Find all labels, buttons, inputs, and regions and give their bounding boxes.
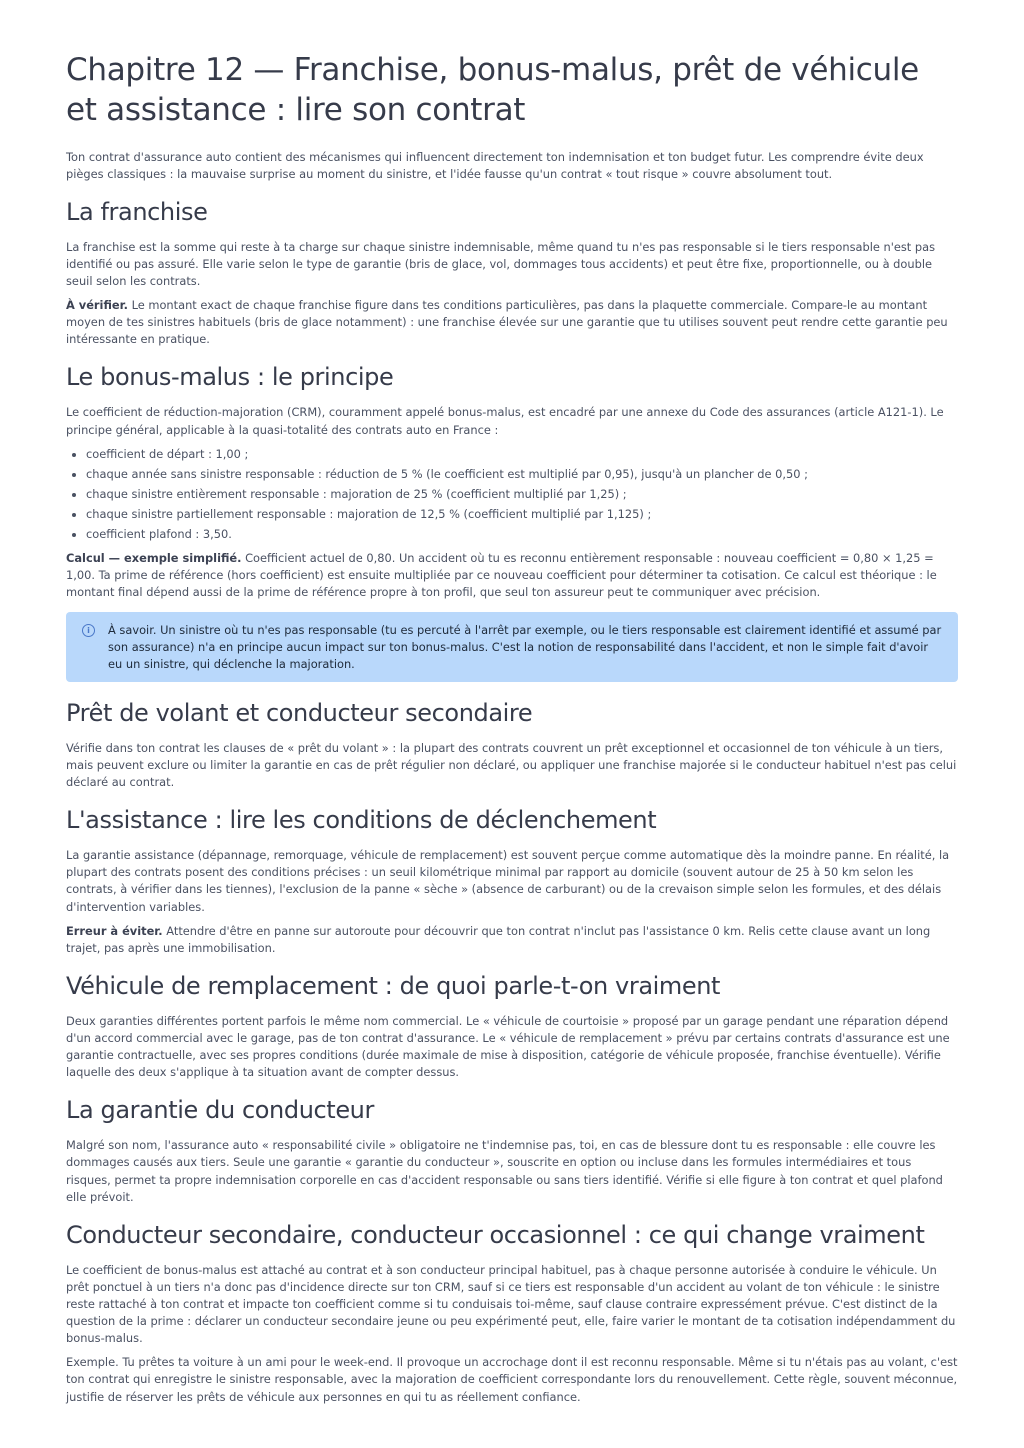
section-heading-assistance: L'assistance : lire les conditions de déclenchement xyxy=(66,806,657,835)
franchise-paragraph: La franchise est la somme qui reste à ta charge sur chaque sinistre indemnisable, même quand tu n'es pas responsable si le tiers responsable n'est pas identifié ou pas assuré. Elle varie selon le type de garantie (bris de glace, vol, dommages tous accidents) et peut être fixe, proportionnelle, ou à double seuil selon les contrats. xyxy=(66,239,936,289)
page-title: Chapitre 12 — Franchise, bonus-malus, prêt de véhicule et assistance : lire son contrat xyxy=(66,52,919,129)
list-item: • chaque année sans sinistre responsable : réduction de 5 % (le coefficient est multiplié par 0,95), jusqu'à un plancher de 0,50 ; xyxy=(86,466,958,483)
info-icon: i xyxy=(82,624,95,637)
section-heading-bonus-malus: Le bonus-malus : le principe xyxy=(66,363,394,392)
intro-paragraph: Ton contrat d'assurance auto contient des mécanismes qui influencent directement ton indemnisation et ton budget futur. Les comprendre évite deux pièges classiques : la mauvaise surprise au moment du sinistre, et l'idée fausse qu'un contrat « tout risque » couvre absolument tout. xyxy=(66,149,924,181)
calc-example xyxy=(66,550,958,601)
section-heading-franchise: La franchise xyxy=(66,197,208,226)
franchise-note xyxy=(66,297,958,348)
bonus-paragraph: Le coefficient de réduction-majoration (CRM), couramment appelé bonus-malus, est encadré par une annexe du Code des assurances (article A121-1). Le principe général, applicable à la quasi-totalité des contrats auto en France : xyxy=(66,405,944,437)
calc-text: Coefficient actuel de 0,80. Un accident où tu es reconnu entièrement responsable : nouveau coefficient = 0,80 × 1,25 = 1,00. Ta prime de référence (hors coefficient) est ensuite multipliée par ce nouveau coefficient pour déterminer ta cotisation. Ce calcul est théorique : le montant final dépend aussi de la prime de référence propre à ton profil, que seul ton assureur peut te communiquer avec précision. xyxy=(66,551,937,600)
list-item: • coefficient de départ : 1,00 ; xyxy=(86,446,958,463)
secondaire-paragraph: Le coefficient de bonus-malus est attaché au contrat et à son conducteur principal habituel, pas à chaque personne autorisée à conduire le véhicule. Un prêt ponctuel à un tiers n'a donc pas d'incidence directe sur ton CRM, sauf si ce tiers est responsable d'un accident au volant de ton véhicule : le sinistre reste rattaché à ton contrat et impacte ton coefficient comme si tu conduisais toi-même, sauf clause contraire expressément prévue. C'est distinct de la question de la prime : déclarer un conducteur secondaire jeune ou peu expérimenté peut, elle, faire varier le montant de ta cotisation indépendamment du bonus-malus. xyxy=(66,1262,956,1346)
list-item: • chaque sinistre partiellement responsable : majoration de 12,5 % (coefficient multiplié par 1,125) ; xyxy=(86,506,958,523)
bonus-rules-list xyxy=(66,446,958,544)
secondaire-example: Exemple. Tu prêtes ta voiture à un ami pour le week-end. Il provoque un accrochage dont il est reconnu responsable. Même si tu n'étais pas au volant, c'est ton contrat qui enregistre le sinistre responsable, avec la majoration de coefficient correspondante lors du renouvellement. Cette règle, souvent méconnue, justifie de réserver les prêts de véhicule aux personnes en qui tu as réellement confiance. xyxy=(66,1355,958,1404)
list-item: • chaque sinistre entièrement responsable : majoration de 25 % (coefficient multiplié par 1,25) ; xyxy=(86,486,958,503)
pret-paragraph: Vérifie dans ton contrat les clauses de « prêt du volant » : la plupart des contrats couvrent un prêt exceptionnel et occasionnel de ton véhicule à un tiers, mais peuvent exclure ou limiter la garantie en cas de prêt régulier non déclaré, ou appliquer une franchise majorée si le conducteur habituel n'est pas celui déclaré au contrat. xyxy=(66,740,957,790)
calc-label: Calcul — exemple simplifié. xyxy=(66,551,242,566)
section-heading-garantie: La garantie du conducteur xyxy=(66,1096,374,1125)
list-item: • coefficient plafond : 3,50. xyxy=(86,526,958,543)
note-text: Le montant exact de chaque franchise figure dans tes conditions particulières, pas dans la plaquette commerciale. Compare-le au montant moyen de tes sinistres habituels (bris de glace notamment) : une franchise élevée sur une garantie que tu utilises souvent peut rendre cette garantie peu intéressante en pratique. xyxy=(66,298,948,347)
note-text: Attendre d'être en panne sur autoroute pour découvrir que ton contrat n'inclut pas l'assistance 0 km. Relis cette clause avant un long trajet, pas après une immobilisation. xyxy=(66,923,931,955)
remplacement-paragraph: Deux garanties différentes portent parfois le même nom commercial. Le « véhicule de courtoisie » proposé par un garage pendant une réparation dépend d'un accord commercial avec le garage, pas de ton contrat d'assurance. Le « véhicule de remplacement » prévu par certains contrats d'assurance est une garantie contractuelle, avec ses propres conditions (durée maximale de mise à disposition, catégorie de véhicule proposée, franchise éventuelle). Vérifie laquelle des deux s'applique à ta situation avant de compter dessus. xyxy=(66,1013,950,1080)
section-heading-remplacement: Véhicule de remplacement : de quoi parle-t-on vraiment xyxy=(66,971,721,1000)
assistance-paragraph: La garantie assistance (dépannage, remorquage, véhicule de remplacement) est souvent perçue comme automatique dès la moindre panne. En réalité, la plupart des contrats posent des conditions précises : un seuil kilométrique minimal par rapport au domicile (souvent autour de 25 à 50 km selon les contrats, à vérifier dans les tiennes), l'exclusion de la panne « sèche » (absence de carburant) ou de la crevaison simple selon les formules, et des délais d'intervention variables. xyxy=(66,848,950,914)
assistance-note xyxy=(66,923,958,957)
callout-text: À savoir. Un sinistre où tu n'es pas responsable (tu es percuté à l'arrêt par exemple, ou le tiers responsable est clairement identifié et assumé par son assurance) n'a en principe aucun impact sur ton bonus-malus. C'est la notion de responsabilité dans l'accident, et non le simple fait d'avoir eu un sinistre, qui déclenche la majoration. xyxy=(108,622,942,671)
note-label: Erreur à éviter. xyxy=(66,923,163,938)
section-heading-pret: Prêt de volant et conducteur secondaire xyxy=(66,698,533,727)
note-label: À vérifier. xyxy=(66,298,128,313)
info-callout xyxy=(66,612,958,682)
section-heading-secondaire: Conducteur secondaire, conducteur occasionnel : ce qui change vraiment xyxy=(66,1220,925,1249)
garantie-paragraph: Malgré son nom, l'assurance auto « responsabilité civile » obligatoire ne t'indemnise pas, toi, en cas de blessure dont tu es responsable : elle couvre les dommages causés aux tiers. Seule une garantie « garantie du conducteur », souscrite en option ou incluse dans les formules intermédiaires et tous risques, permet ta propre indemnisation corporelle en cas d'accident responsable ou sans tiers identifié. Vérifie si elle figure à ton contrat et quel plafond elle prévoit. xyxy=(66,1138,943,1204)
